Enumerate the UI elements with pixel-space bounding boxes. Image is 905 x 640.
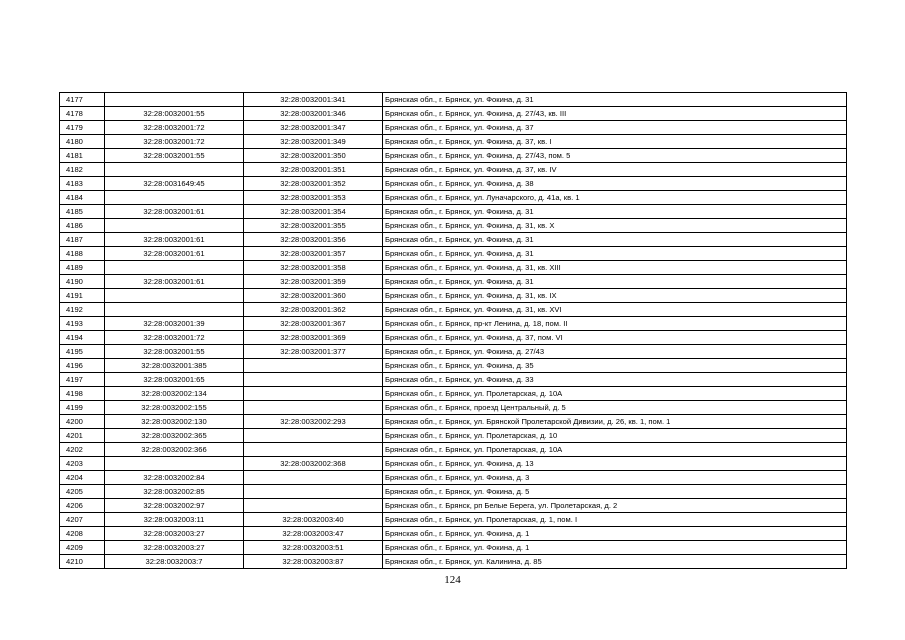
address-cell: Брянская обл., г. Брянск, ул. Пролетарская, д. 10 (383, 429, 847, 443)
address-cell: Брянская обл., г. Брянск, ул. Фокина, д. 31 (383, 205, 847, 219)
table-row (60, 345, 847, 359)
table-row (60, 261, 847, 275)
row-number-cell: 4209 (60, 541, 105, 555)
address-cell: Брянская обл., г. Брянск, ул. Фокина, д. 35 (383, 359, 847, 373)
address-cell: Брянская обл., г. Брянск, ул. Фокина, д. 31 (383, 247, 847, 261)
table-row (60, 485, 847, 499)
row-number-cell: 4182 (60, 163, 105, 177)
parent-cadastral-number-cell (105, 457, 244, 471)
row-number-cell: 4206 (60, 499, 105, 513)
cadastral-number-cell: 32:28:0032001:354 (244, 205, 383, 219)
row-number-cell: 4178 (60, 107, 105, 121)
address-cell: Брянская обл., г. Брянск, ул. Фокина, д. 31, кв. XIII (383, 261, 847, 275)
table-row (60, 205, 847, 219)
row-number-cell: 4203 (60, 457, 105, 471)
cadastral-number-cell: 32:28:0032001:358 (244, 261, 383, 275)
row-number-cell: 4194 (60, 331, 105, 345)
row-number-cell: 4205 (60, 485, 105, 499)
parent-cadastral-number-cell: 32:28:0032001:61 (105, 233, 244, 247)
address-cell: Брянская обл., г. Брянск, пр-кт Ленина, д. 18, пом. II (383, 317, 847, 331)
parent-cadastral-number-cell: 32:28:0032001:61 (105, 247, 244, 261)
row-number-cell: 4181 (60, 149, 105, 163)
parent-cadastral-number-cell: 32:28:0032001:72 (105, 121, 244, 135)
address-cell: Брянская обл., г. Брянск, ул. Фокина, д. 1 (383, 527, 847, 541)
address-cell: Брянская обл., г. Брянск, ул. Пролетарская, д. 10А (383, 387, 847, 401)
cadastral-number-cell: 32:28:0032001:357 (244, 247, 383, 261)
row-number-cell: 4207 (60, 513, 105, 527)
parent-cadastral-number-cell (105, 93, 244, 107)
address-cell: Брянская обл., г. Брянск, ул. Фокина, д. 27/43, кв. III (383, 107, 847, 121)
table-row (60, 471, 847, 485)
address-cell: Брянская обл., г. Брянск, рп Белые Берега, ул. Пролетарская, д. 2 (383, 499, 847, 513)
address-cell: Брянская обл., г. Брянск, ул. Фокина, д. 31 (383, 233, 847, 247)
table-row (60, 275, 847, 289)
row-number-cell: 4177 (60, 93, 105, 107)
address-cell: Брянская обл., г. Брянск, ул. Фокина, д. 33 (383, 373, 847, 387)
registry-table (59, 92, 847, 569)
page-number: 124 (444, 574, 461, 586)
cadastral-number-cell: 32:28:0032001:346 (244, 107, 383, 121)
cadastral-number-cell (244, 499, 383, 513)
parent-cadastral-number-cell: 32:28:0032001:39 (105, 317, 244, 331)
row-number-cell: 4204 (60, 471, 105, 485)
row-number-cell: 4210 (60, 555, 105, 569)
parent-cadastral-number-cell (105, 303, 244, 317)
cadastral-number-cell: 32:28:0032001:369 (244, 331, 383, 345)
cadastral-number-cell: 32:28:0032001:347 (244, 121, 383, 135)
cadastral-number-cell: 32:28:0032001:349 (244, 135, 383, 149)
parent-cadastral-number-cell: 32:28:0032001:55 (105, 345, 244, 359)
cadastral-number-cell: 32:28:0032001:351 (244, 163, 383, 177)
parent-cadastral-number-cell: 32:28:0032001:72 (105, 331, 244, 345)
cadastral-number-cell: 32:28:0032002:368 (244, 457, 383, 471)
cadastral-number-cell: 32:28:0032001:355 (244, 219, 383, 233)
row-number-cell: 4190 (60, 275, 105, 289)
row-number-cell: 4188 (60, 247, 105, 261)
address-cell: Брянская обл., г. Брянск, ул. Фокина, д. 31, кв. IX (383, 289, 847, 303)
parent-cadastral-number-cell: 32:28:0032003:11 (105, 513, 244, 527)
registry-table-body (60, 93, 847, 569)
cadastral-number-cell (244, 401, 383, 415)
cadastral-number-cell: 32:28:0032001:341 (244, 93, 383, 107)
parent-cadastral-number-cell: 32:28:0031649:45 (105, 177, 244, 191)
table-row (60, 107, 847, 121)
cadastral-number-cell (244, 359, 383, 373)
table-row (60, 233, 847, 247)
address-cell: Брянская обл., г. Брянск, ул. Фокина, д. 37, кв. IV (383, 163, 847, 177)
address-cell: Брянская обл., г. Брянск, проезд Центральный, д. 5 (383, 401, 847, 415)
address-cell: Брянская обл., г. Брянск, ул. Пролетарская, д. 1, пом. I (383, 513, 847, 527)
address-cell: Брянская обл., г. Брянск, ул. Фокина, д. 27/43 (383, 345, 847, 359)
address-cell: Брянская обл., г. Брянск, ул. Фокина, д. 3 (383, 471, 847, 485)
row-number-cell: 4195 (60, 345, 105, 359)
row-number-cell: 4184 (60, 191, 105, 205)
address-cell: Брянская обл., г. Брянск, ул. Фокина, д. 37, кв. I (383, 135, 847, 149)
parent-cadastral-number-cell: 32:28:0032001:55 (105, 107, 244, 121)
table-row (60, 247, 847, 261)
cadastral-number-cell: 32:28:0032001:360 (244, 289, 383, 303)
table-row (60, 499, 847, 513)
address-cell: Брянская обл., г. Брянск, ул. Фокина, д. 31 (383, 275, 847, 289)
table-row (60, 121, 847, 135)
parent-cadastral-number-cell (105, 289, 244, 303)
address-cell: Брянская обл., г. Брянск, ул. Фокина, д. 5 (383, 485, 847, 499)
parent-cadastral-number-cell (105, 191, 244, 205)
table-row (60, 93, 847, 107)
row-number-cell: 4179 (60, 121, 105, 135)
parent-cadastral-number-cell: 32:28:0032002:130 (105, 415, 244, 429)
row-number-cell: 4192 (60, 303, 105, 317)
table-row (60, 149, 847, 163)
cadastral-number-cell: 32:28:0032001:350 (244, 149, 383, 163)
cadastral-number-cell: 32:28:0032001:359 (244, 275, 383, 289)
address-cell: Брянская обл., г. Брянск, ул. Фокина, д. 13 (383, 457, 847, 471)
address-cell: Брянская обл., г. Брянск, ул. Калинина, д. 85 (383, 555, 847, 569)
cadastral-number-cell: 32:28:0032003:47 (244, 527, 383, 541)
cadastral-number-cell (244, 485, 383, 499)
row-number-cell: 4180 (60, 135, 105, 149)
row-number-cell: 4196 (60, 359, 105, 373)
row-number-cell: 4208 (60, 527, 105, 541)
table-row (60, 177, 847, 191)
address-cell: Брянская обл., г. Брянск, ул. Брянской Пролетарской Дивизии, д. 26, кв. 1, пом. 1 (383, 415, 847, 429)
table-row (60, 429, 847, 443)
table-row (60, 289, 847, 303)
row-number-cell: 4198 (60, 387, 105, 401)
table-row (60, 457, 847, 471)
parent-cadastral-number-cell: 32:28:0032002:365 (105, 429, 244, 443)
parent-cadastral-number-cell: 32:28:0032002:85 (105, 485, 244, 499)
parent-cadastral-number-cell (105, 219, 244, 233)
table-row (60, 555, 847, 569)
address-cell: Брянская обл., г. Брянск, ул. Фокина, д. 37, пом. VI (383, 331, 847, 345)
cadastral-number-cell: 32:28:0032001:367 (244, 317, 383, 331)
row-number-cell: 4199 (60, 401, 105, 415)
row-number-cell: 4202 (60, 443, 105, 457)
row-number-cell: 4187 (60, 233, 105, 247)
cadastral-number-cell: 32:28:0032003:40 (244, 513, 383, 527)
table-row (60, 443, 847, 457)
table-row (60, 387, 847, 401)
table-row (60, 373, 847, 387)
address-cell: Брянская обл., г. Брянск, ул. Фокина, д. 1 (383, 541, 847, 555)
cadastral-number-cell: 32:28:0032003:87 (244, 555, 383, 569)
address-cell: Брянская обл., г. Брянск, ул. Фокина, д. 31, кв. XVI (383, 303, 847, 317)
parent-cadastral-number-cell: 32:28:0032001:65 (105, 373, 244, 387)
row-number-cell: 4186 (60, 219, 105, 233)
row-number-cell: 4201 (60, 429, 105, 443)
table-row (60, 191, 847, 205)
table-row (60, 135, 847, 149)
table-row (60, 415, 847, 429)
parent-cadastral-number-cell: 32:28:0032002:366 (105, 443, 244, 457)
cadastral-number-cell: 32:28:0032001:352 (244, 177, 383, 191)
parent-cadastral-number-cell: 32:28:0032001:55 (105, 149, 244, 163)
cadastral-number-cell: 32:28:0032001:377 (244, 345, 383, 359)
parent-cadastral-number-cell: 32:28:0032001:61 (105, 205, 244, 219)
parent-cadastral-number-cell: 32:28:0032003:7 (105, 555, 244, 569)
table-row (60, 303, 847, 317)
table-row (60, 359, 847, 373)
parent-cadastral-number-cell: 32:28:0032002:97 (105, 499, 244, 513)
table-row (60, 219, 847, 233)
cadastral-number-cell (244, 429, 383, 443)
cadastral-number-cell: 32:28:0032001:362 (244, 303, 383, 317)
row-number-cell: 4185 (60, 205, 105, 219)
table-row (60, 513, 847, 527)
row-number-cell: 4200 (60, 415, 105, 429)
parent-cadastral-number-cell: 32:28:0032002:155 (105, 401, 244, 415)
cadastral-number-cell: 32:28:0032001:353 (244, 191, 383, 205)
row-number-cell: 4191 (60, 289, 105, 303)
address-cell: Брянская обл., г. Брянск, ул. Фокина, д. 38 (383, 177, 847, 191)
address-cell: Брянская обл., г. Брянск, ул. Фокина, д. 37 (383, 121, 847, 135)
parent-cadastral-number-cell: 32:28:0032001:385 (105, 359, 244, 373)
parent-cadastral-number-cell (105, 163, 244, 177)
cadastral-number-cell (244, 373, 383, 387)
table-row (60, 317, 847, 331)
table-row (60, 541, 847, 555)
parent-cadastral-number-cell (105, 261, 244, 275)
row-number-cell: 4183 (60, 177, 105, 191)
parent-cadastral-number-cell: 32:28:0032003:27 (105, 527, 244, 541)
address-cell: Брянская обл., г. Брянск, ул. Фокина, д. 31, кв. X (383, 219, 847, 233)
address-cell: Брянская обл., г. Брянск, ул. Пролетарская, д. 10А (383, 443, 847, 457)
address-cell: Брянская обл., г. Брянск, ул. Фокина, д. 31 (383, 93, 847, 107)
table-row (60, 401, 847, 415)
table-row (60, 527, 847, 541)
table-row (60, 163, 847, 177)
cadastral-number-cell (244, 443, 383, 457)
parent-cadastral-number-cell: 32:28:0032001:61 (105, 275, 244, 289)
cadastral-number-cell (244, 387, 383, 401)
parent-cadastral-number-cell: 32:28:0032002:134 (105, 387, 244, 401)
row-number-cell: 4197 (60, 373, 105, 387)
cadastral-number-cell: 32:28:0032003:51 (244, 541, 383, 555)
cadastral-number-cell (244, 471, 383, 485)
row-number-cell: 4189 (60, 261, 105, 275)
parent-cadastral-number-cell: 32:28:0032002:84 (105, 471, 244, 485)
address-cell: Брянская обл., г. Брянск, ул. Луначарского, д. 41а, кв. 1 (383, 191, 847, 205)
cadastral-number-cell: 32:28:0032001:356 (244, 233, 383, 247)
table-row (60, 331, 847, 345)
row-number-cell: 4193 (60, 317, 105, 331)
cadastral-number-cell: 32:28:0032002:293 (244, 415, 383, 429)
parent-cadastral-number-cell: 32:28:0032003:27 (105, 541, 244, 555)
address-cell: Брянская обл., г. Брянск, ул. Фокина, д. 27/43, пом. 5 (383, 149, 847, 163)
parent-cadastral-number-cell: 32:28:0032001:72 (105, 135, 244, 149)
